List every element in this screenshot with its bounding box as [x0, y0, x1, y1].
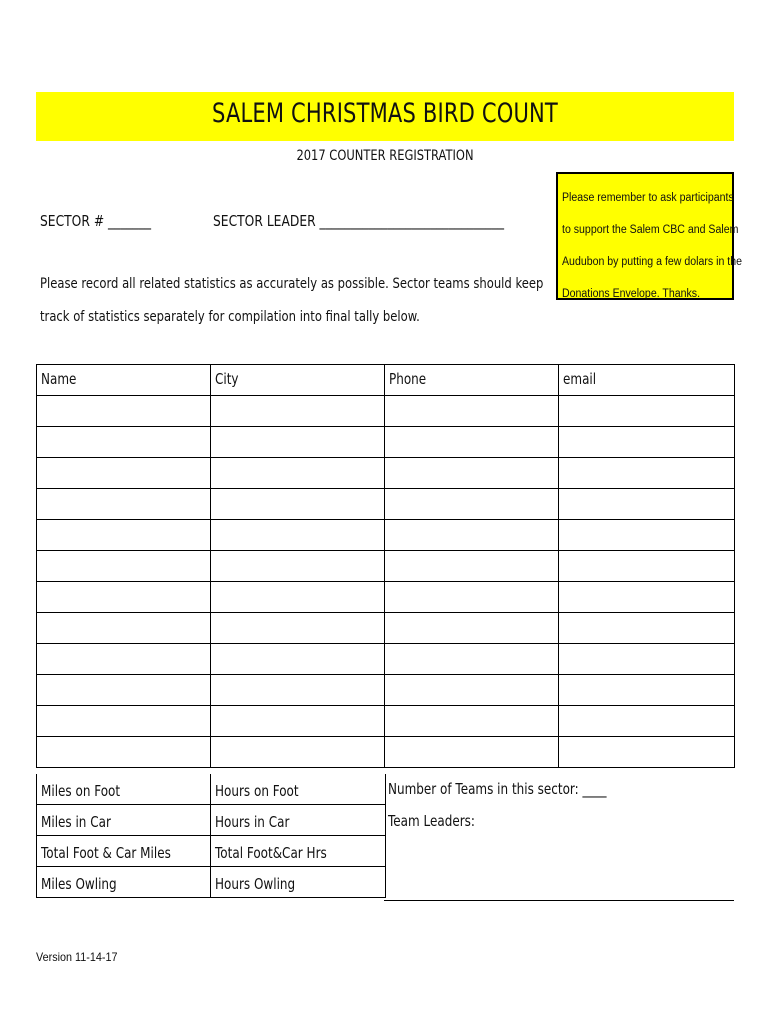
- version-label: Version 11-14-17: [36, 950, 118, 964]
- cell-phone[interactable]: [385, 458, 559, 489]
- header-city: City: [210, 365, 385, 396]
- cell-email[interactable]: [559, 520, 735, 551]
- cell-name[interactable]: [37, 520, 211, 551]
- cell-city[interactable]: [210, 427, 385, 458]
- cell-phone[interactable]: [385, 644, 559, 675]
- cell-email[interactable]: [559, 644, 735, 675]
- hours-in-car[interactable]: Hours in Car: [211, 805, 386, 836]
- cell-name[interactable]: [37, 551, 211, 582]
- cell-city[interactable]: [210, 644, 385, 675]
- cell-email[interactable]: [559, 706, 735, 737]
- cell-city[interactable]: [210, 458, 385, 489]
- cell-email[interactable]: [559, 396, 735, 427]
- cell-email[interactable]: [559, 427, 735, 458]
- cell-name[interactable]: [37, 396, 211, 427]
- cell-email[interactable]: [559, 675, 735, 706]
- registration-table: [36, 364, 735, 768]
- sector-number-field[interactable]: SECTOR # _______: [40, 212, 152, 230]
- page-title: SALEM CHRISTMAS BIRD COUNT: [212, 98, 558, 129]
- cell-phone[interactable]: [385, 489, 559, 520]
- table-row: [37, 489, 735, 520]
- table-row: [37, 613, 735, 644]
- team-leaders-field[interactable]: Team Leaders:: [388, 812, 475, 830]
- sector-leader-field[interactable]: SECTOR LEADER ______________________________: [213, 212, 505, 230]
- page-subtitle: 2017 COUNTER REGISTRATION: [296, 148, 474, 164]
- header-name: Name: [37, 365, 211, 396]
- miles-owling[interactable]: Miles Owling: [37, 867, 211, 898]
- teams-count-field[interactable]: Number of Teams in this sector: ____: [388, 780, 607, 798]
- cell-email[interactable]: [559, 458, 735, 489]
- title-band: [36, 92, 734, 141]
- cell-city[interactable]: [210, 582, 385, 613]
- donation-note: [556, 172, 742, 300]
- cell-name[interactable]: [37, 675, 211, 706]
- table-row: [37, 582, 735, 613]
- cell-phone[interactable]: [385, 427, 559, 458]
- cell-city[interactable]: [210, 396, 385, 427]
- table-row: [37, 737, 735, 768]
- cell-email[interactable]: [559, 737, 735, 768]
- cell-email[interactable]: [559, 582, 735, 613]
- cell-name[interactable]: [37, 737, 211, 768]
- cell-phone[interactable]: [385, 613, 559, 644]
- stats-table: [36, 774, 386, 898]
- note-line: Audubon by putting a few dolars in the: [562, 256, 742, 268]
- table-header-row: [37, 365, 735, 396]
- cell-email[interactable]: [559, 613, 735, 644]
- table-row: [37, 427, 735, 458]
- table-row: [37, 675, 735, 706]
- cell-name[interactable]: [37, 644, 211, 675]
- cell-city[interactable]: [210, 520, 385, 551]
- cell-city[interactable]: [210, 489, 385, 520]
- cell-city[interactable]: [210, 737, 385, 768]
- cell-name[interactable]: [37, 489, 211, 520]
- cell-name[interactable]: [37, 427, 211, 458]
- table-row: [37, 396, 735, 427]
- cell-email[interactable]: [559, 551, 735, 582]
- note-line: to support the Salem CBC and Salem: [562, 224, 739, 236]
- hours-on-foot[interactable]: Hours on Foot: [211, 774, 386, 805]
- cell-phone[interactable]: [385, 737, 559, 768]
- miles-on-foot[interactable]: Miles on Foot: [37, 774, 211, 805]
- table-row: [37, 458, 735, 489]
- cell-name[interactable]: [37, 458, 211, 489]
- cell-phone[interactable]: [385, 706, 559, 737]
- note-line: Donations Envelope. Thanks.: [562, 288, 701, 300]
- cell-name[interactable]: [37, 613, 211, 644]
- instructions-line-1: Please record all related statistics as accurately as possible. Sector teams should keep: [40, 276, 544, 292]
- table-row: [37, 706, 735, 737]
- header-email: email: [559, 365, 735, 396]
- teams-area: [384, 774, 734, 901]
- cell-city[interactable]: [210, 675, 385, 706]
- miles-in-car[interactable]: Miles in Car: [37, 805, 211, 836]
- note-line: Please remember to ask participants: [562, 192, 734, 204]
- cell-name[interactable]: [37, 582, 211, 613]
- cell-city[interactable]: [210, 706, 385, 737]
- cell-city[interactable]: [210, 551, 385, 582]
- header-phone: Phone: [385, 365, 559, 396]
- hours-owling[interactable]: Hours Owling: [211, 867, 386, 898]
- total-miles[interactable]: Total Foot & Car Miles: [37, 836, 211, 867]
- cell-city[interactable]: [210, 613, 385, 644]
- instructions-line-2: track of statistics separately for compilation into final tally below.: [40, 309, 420, 325]
- cell-email[interactable]: [559, 489, 735, 520]
- table-row: [37, 520, 735, 551]
- cell-phone[interactable]: [385, 551, 559, 582]
- cell-phone[interactable]: [385, 675, 559, 706]
- cell-phone[interactable]: [385, 520, 559, 551]
- total-hours[interactable]: Total Foot&Car Hrs: [211, 836, 386, 867]
- cell-phone[interactable]: [385, 396, 559, 427]
- table-row: [37, 644, 735, 675]
- table-row: [37, 551, 735, 582]
- cell-phone[interactable]: [385, 582, 559, 613]
- cell-name[interactable]: [37, 706, 211, 737]
